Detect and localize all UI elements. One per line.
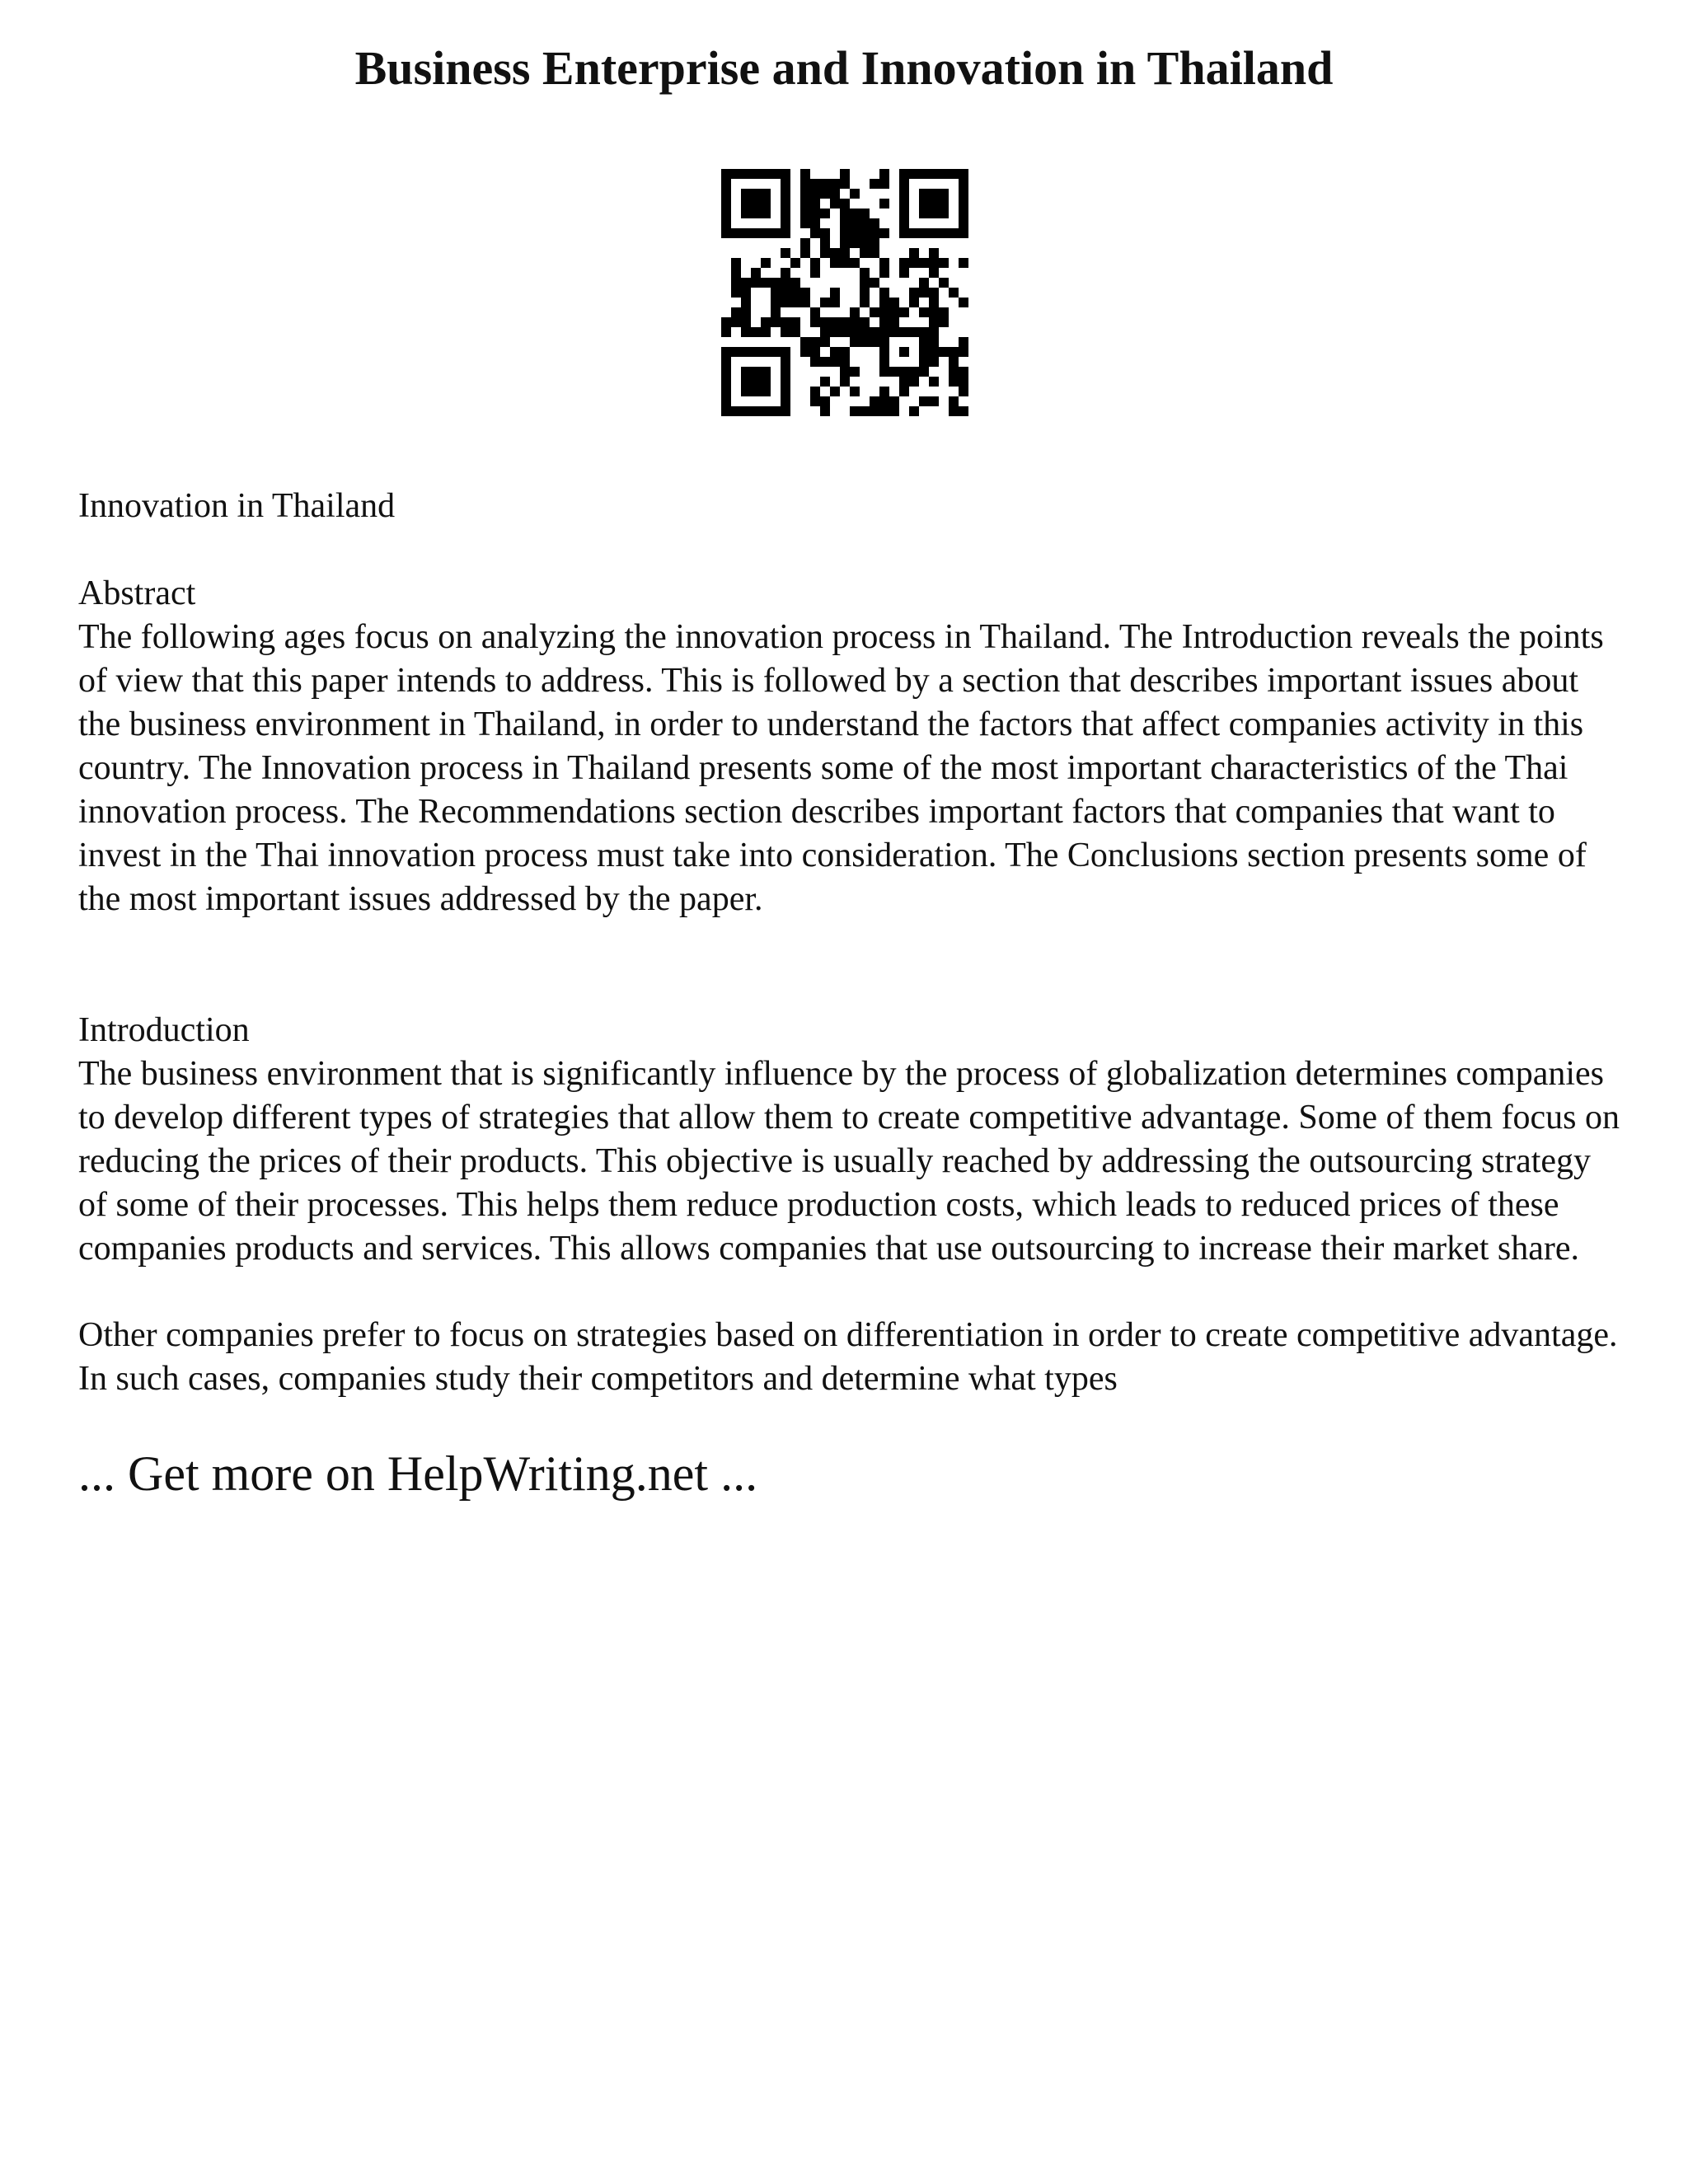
get-more-link[interactable]: ... Get more on HelpWriting.net ... — [78, 1446, 758, 1501]
introduction-paragraph: Other companies prefer to focus on strategies based on differentiation in order to create competitive advantage. In such cases, companies study their competitors and determine what types — [78, 1316, 1618, 1398]
document-subtitle: Innovation in Thailand — [78, 487, 396, 525]
abstract-heading: Abstract — [78, 574, 196, 612]
introduction-paragraph: The business environment that is significantly influence by the process of globalization determines companies to develop different types of strategies that allow them to create competitive advantage. Some of them focus on reducing the prices of their products. This objective is usually reached by addressing the outsourcing strategy of some of their processes. This helps them reduce production costs, which leads to reduced prices of these companies products and services. This allows companies that use outsourcing to increase their market share. — [78, 1055, 1620, 1268]
document-title: Business Enterprise and Innovation in Thailand — [354, 41, 1334, 95]
qr-code-icon — [721, 169, 968, 416]
introduction-heading: Introduction — [78, 1011, 250, 1049]
abstract-paragraph: The following ages focus on analyzing the innovation process in Thailand. The Introduction reveals the points of view that this paper intends to address. This is followed by a section that describes important issues about the business environment in Thailand, in order to understand the factors that affect companies activity in this country. The Innovation process in Thailand presents some of the most important characteristics of the Thai innovation process. The Recommendations section describes important factors that companies that want to invest in the Thai innovation process must take into consideration. The Conclusions section presents some of the most important issues addressed by the paper. — [78, 618, 1604, 918]
